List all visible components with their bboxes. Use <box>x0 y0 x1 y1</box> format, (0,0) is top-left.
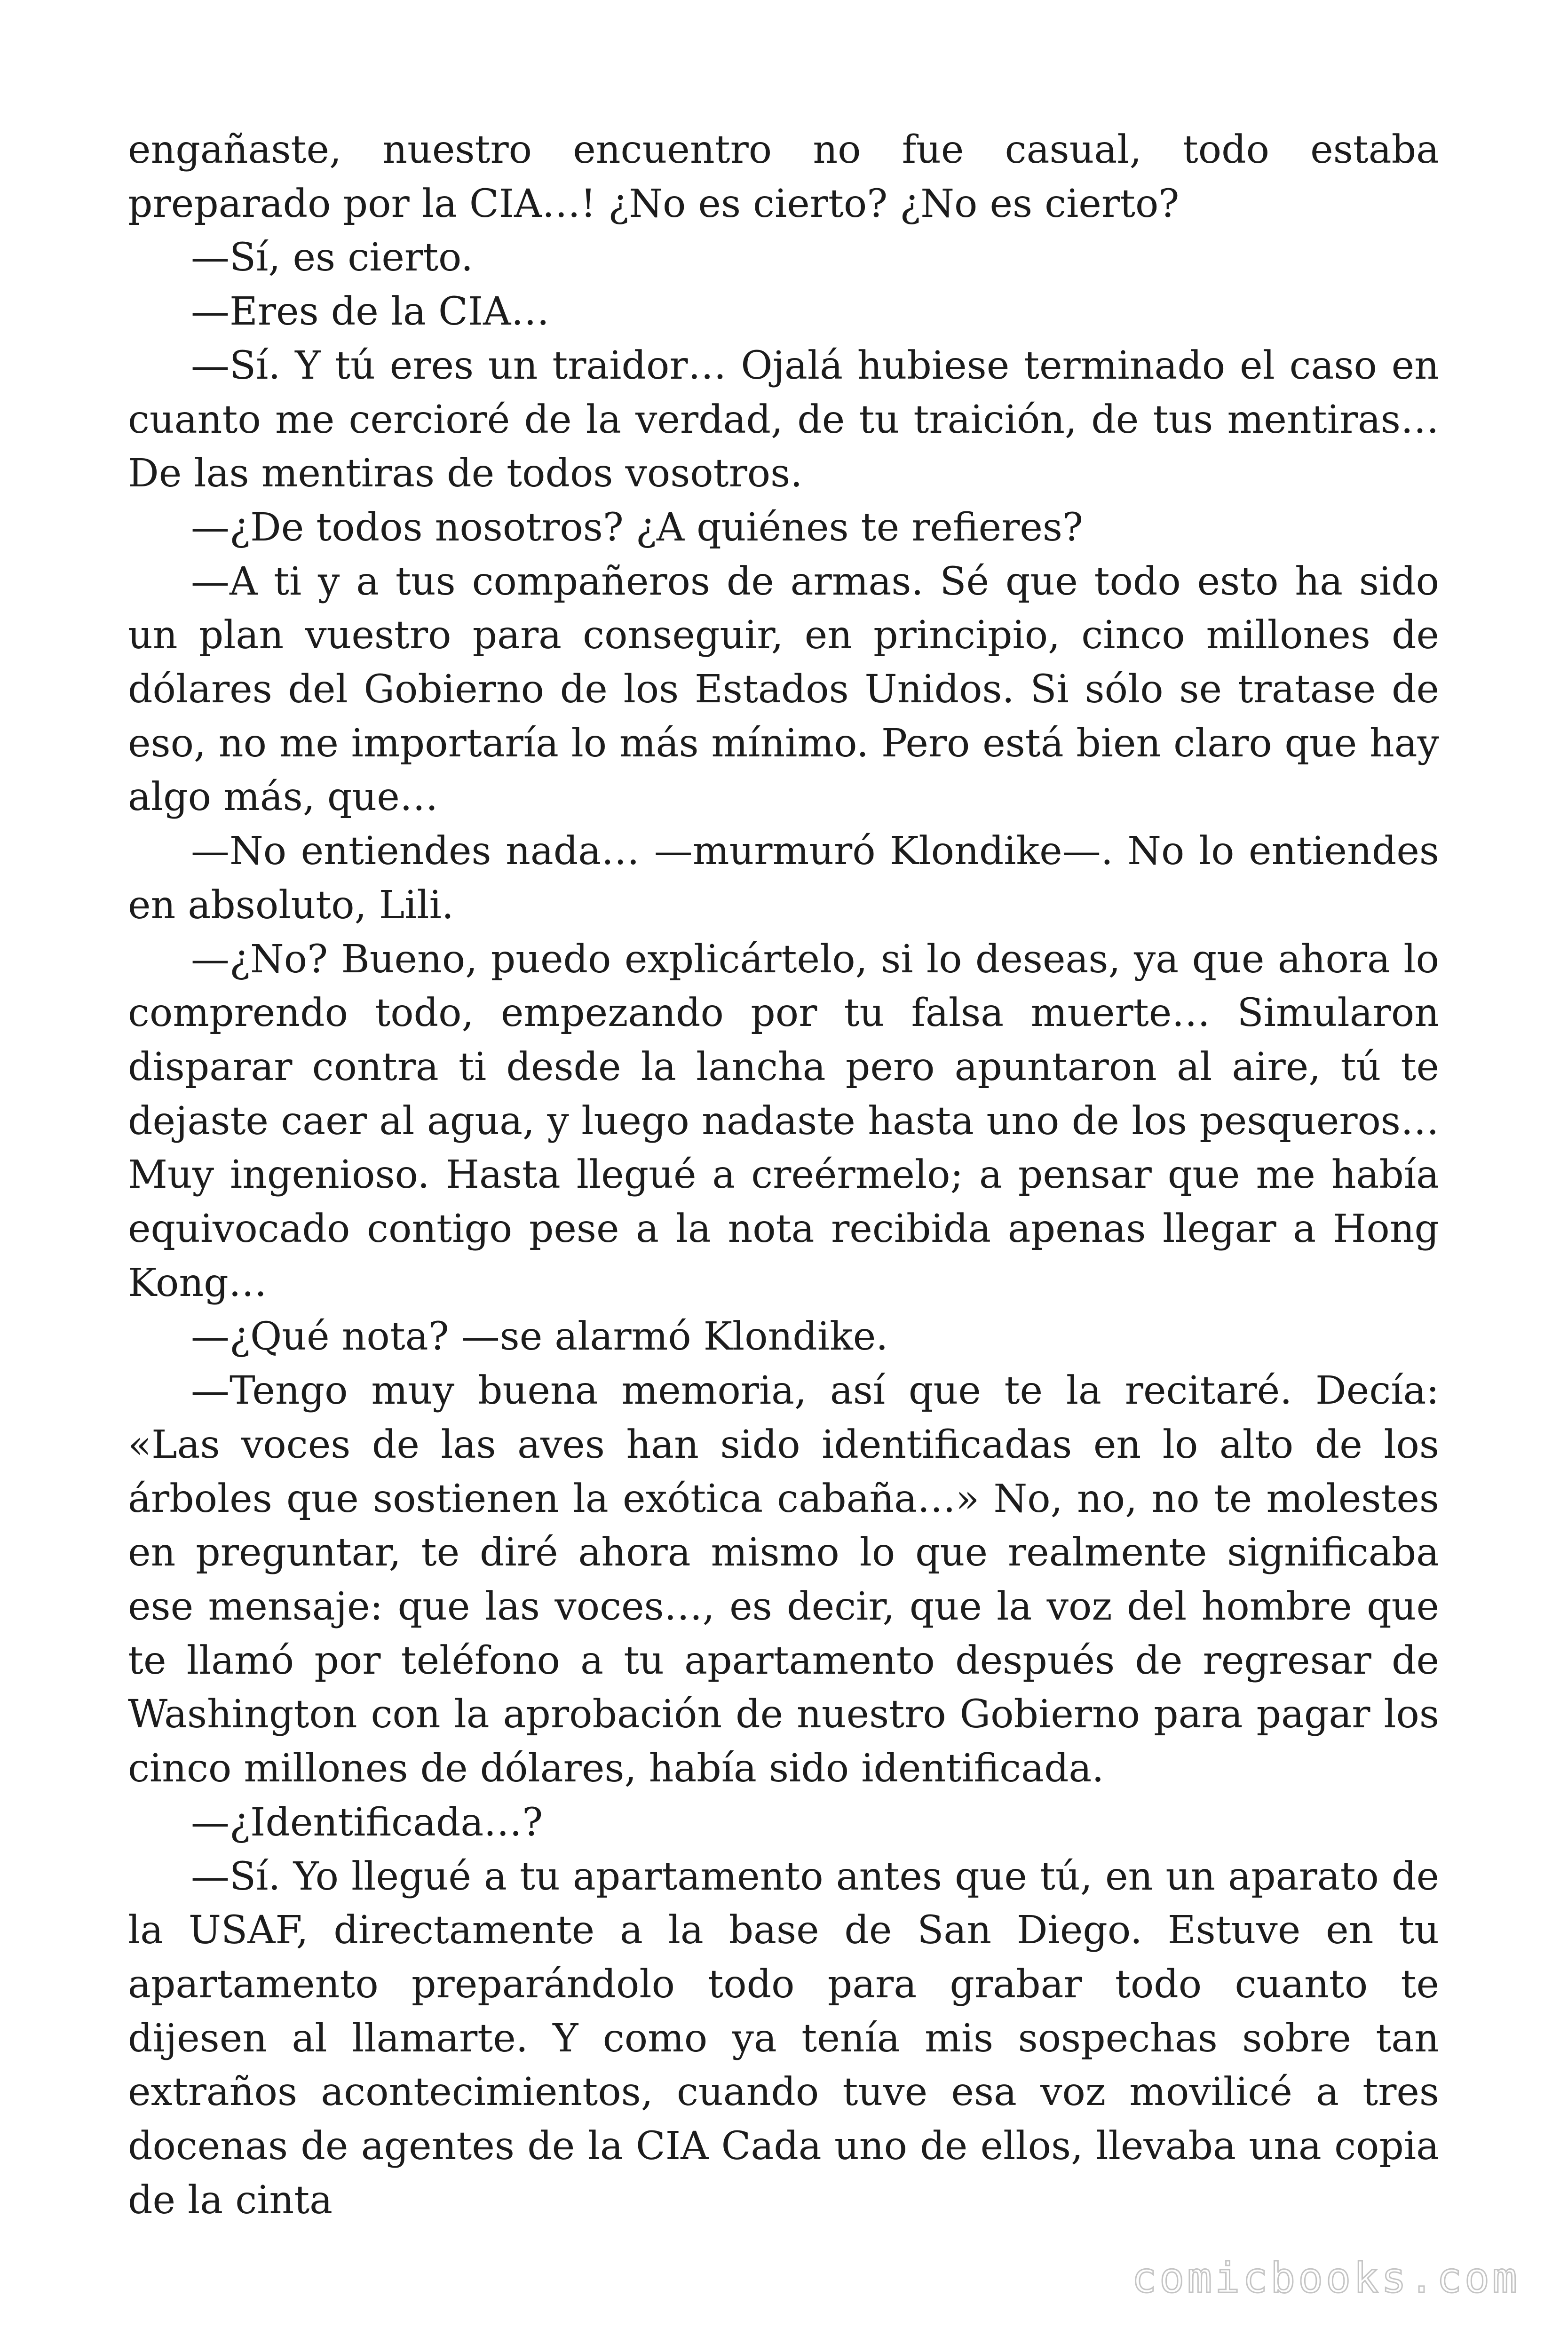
watermark: comicbooks.com <box>1132 2254 1520 2302</box>
paragraph: —¿No? Bueno, puedo explicártelo, si lo deseas, ya que ahora lo comprendo todo, empezando por tu falsa muerte… Simularon disparar contra ti desde la lancha pero apuntaron al aire, tú te dejaste caer al agua, y luego nadaste hasta uno de los pesqueros… Muy ingenioso. Hasta llegué a creérmelo; a pensar que me había equivocado contigo pese a la nota recibida apenas llegar a Hong Kong… <box>128 937 1439 1305</box>
paragraph: —¿Qué nota? —se alarmó Klondike. <box>191 1314 888 1359</box>
paragraph: engañaste, nuestro encuentro no fue casual, todo estaba preparado por la CIA…! ¿No es cierto? ¿No es cierto? <box>128 127 1439 226</box>
paragraph: —No entiendes nada… —murmuró Klondike—. No lo entiendes en absoluto, Lili. <box>128 829 1439 928</box>
paragraph: —A ti y a tus compañeros de armas. Sé que todo esto ha sido un plan vuestro para conseguir, en principio, cinco millones de dólares del Gobierno de los Estados Unidos. Si sólo se tratase de eso, no me importaría lo más mínimo. Pero está bien claro que hay algo más, que… <box>128 559 1439 820</box>
paragraph: —Tengo muy buena memoria, así que te la recitaré. Decía: «Las voces de las aves han sido identificadas en lo alto de los árboles que sostienen la exótica cabaña…» No, no, no te molestes en preguntar, te diré ahora mismo lo que realmente significaba ese mensaje: que las voces…, es decir, que la voz del hombre que te llamó por teléfono a tu apartamento después de regresar de Washington con la aprobación de nuestro Gobierno para pagar los cinco millones de dólares, había sido identificada. <box>128 1368 1439 1791</box>
body-text <box>128 123 1439 2227</box>
paragraph: —Sí. Yo llegué a tu apartamento antes que tú, en un aparato de la USAF, directamente a la base de San Diego. Estuve en tu apartamento preparándolo todo para grabar todo cuanto te dijesen al llamarte. Y como ya tenía mis sospechas sobre tan extraños acontecimientos, cuando tuve esa voz movilicé a tres docenas de agentes de la CIA Cada uno de ellos, llevaba una copia de la cinta <box>128 1854 1439 2223</box>
paragraph: —Sí. Y tú eres un traidor… Ojalá hubiese terminado el caso en cuanto me cercioré de la verdad, de tu traición, de tus mentiras… De las mentiras de todos vosotros. <box>128 343 1439 496</box>
paragraph: —Sí, es cierto. <box>191 235 474 280</box>
paragraph: —¿De todos nosotros? ¿A quiénes te refieres? <box>191 505 1083 550</box>
paragraph: —Eres de la CIA… <box>191 289 550 334</box>
paragraph: —¿Identificada…? <box>191 1800 543 1845</box>
